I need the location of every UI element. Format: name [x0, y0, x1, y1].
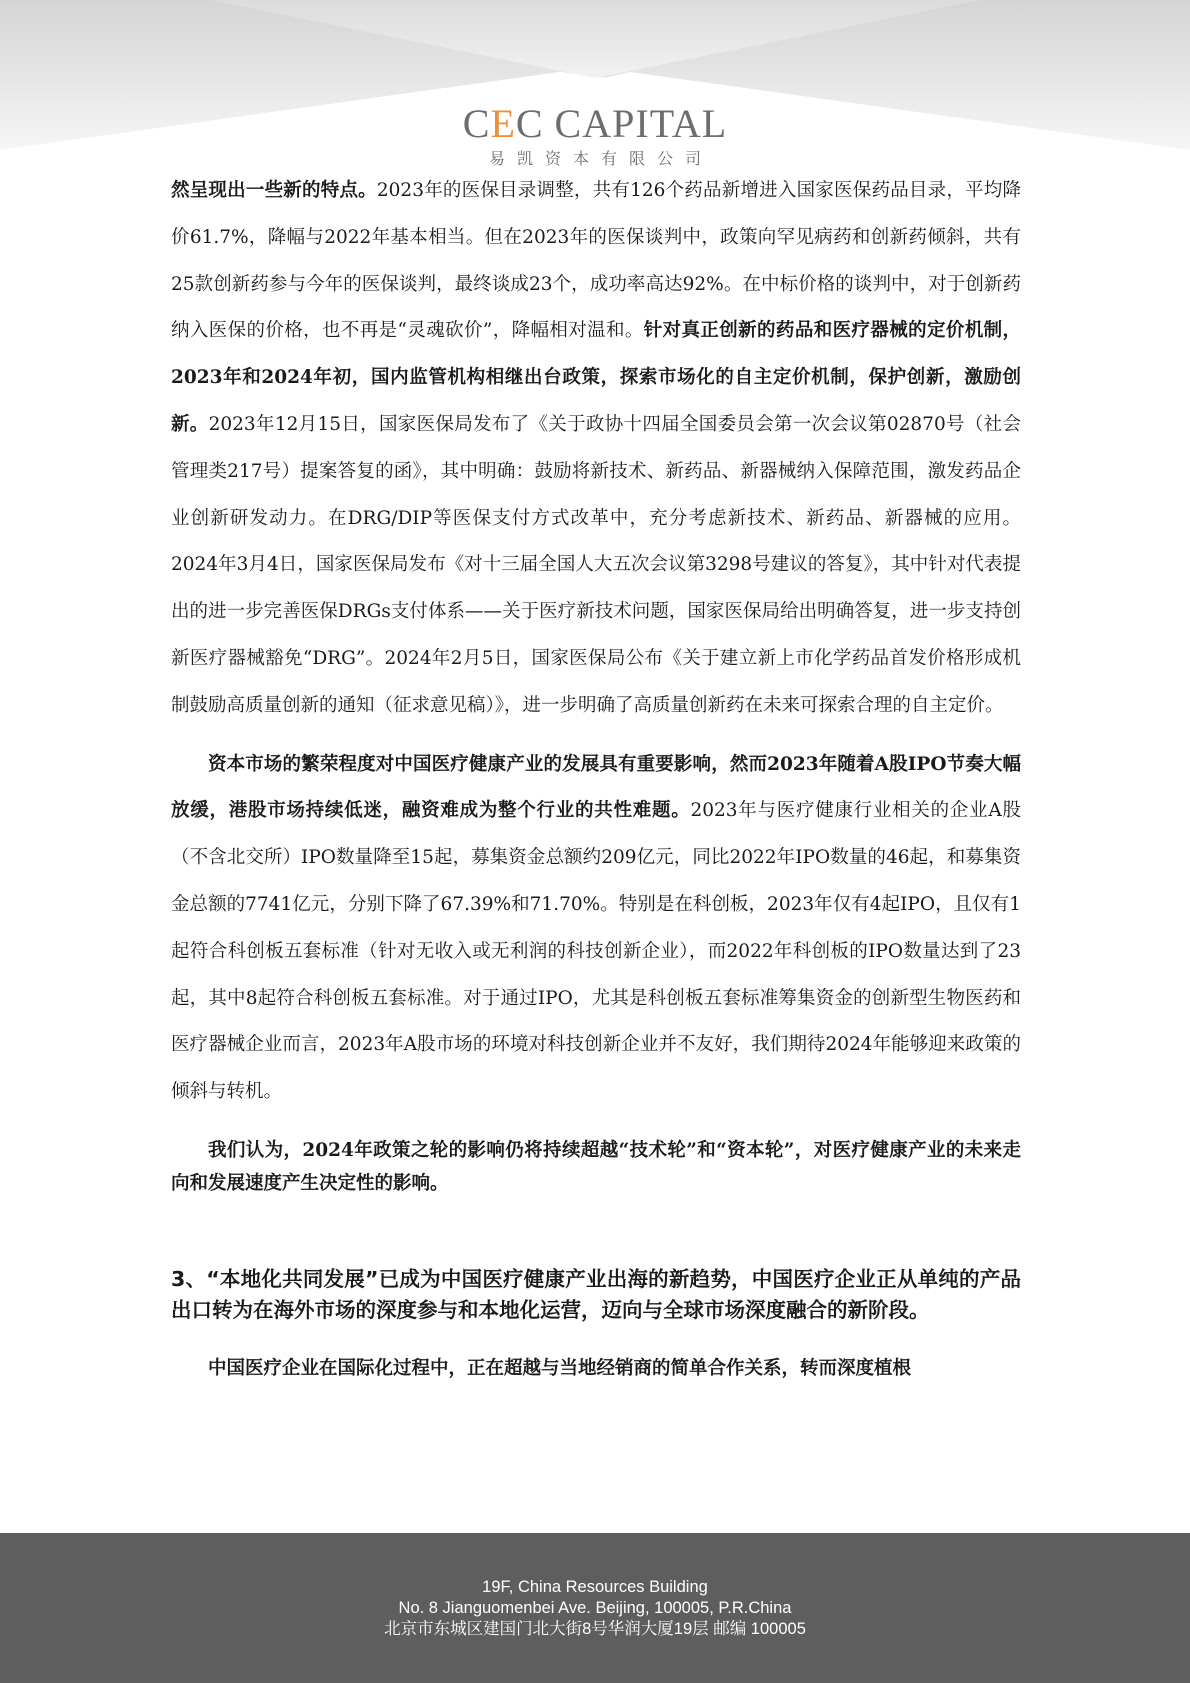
page-footer: [0, 1533, 1190, 1683]
company-logo: [0, 101, 1190, 169]
footer-address-line: No. 8 Jianguomenbei Ave. Beijing, 100005, P.R.China: [398, 1599, 792, 1617]
document-body: [171, 168, 1021, 1393]
logo-wordmark: CEC CAPITAL: [462, 101, 728, 146]
conclusion-paragraph: 我们认为，2024年政策之轮的影响仍将持续超越“技术轮”和“资本轮”，对医疗健康产业的未来走向和发展速度产生决定性的影响。: [171, 1139, 1021, 1194]
footer-address-line: 19F, China Resources Building: [482, 1578, 708, 1596]
bold-lead: 资本市场的繁荣程度对中国医疗健康产业的发展具有重要影响，然而2023年随着A股IPO节奏大幅放缓，港股市场持续低迷，融资难成为整个行业的共性难题。: [171, 753, 1021, 822]
logo-chinese-name: 易凯资本有限公司: [488, 149, 713, 168]
section-heading: 3、“本地化共同发展”已成为中国医疗健康产业出海的新趋势，中国医疗企业正从单纯的产品出口转为在海外市场的深度参与和本地化运营，迈向与全球市场深度融合的新阶段。: [171, 1266, 1021, 1322]
paragraph-capital-market: 资本市场的繁荣程度对中国医疗健康产业的发展具有重要影响，然而2023年随着A股IPO节奏大幅放缓，港股市场持续低迷，融资难成为整个行业的共性难题。2023年与医疗健康行业相关的企业A股（不含北交所）IPO数量降至15起，募集资金总额约209亿元，同比2022年IPO数量的46起，和募集资金总额的7741亿元，分别下降了67.39%和71.70%。特别是在科创板，2023年仅有4起IPO，且仅有1起符合科创板五套标准（针对无收入或无利润的科技创新企业），而2022年科创板的IPO数量达到了23起，其中8起符合科创板五套标准。对于通过IPO，尤其是科创板五套标准筹集资金的创新型生物医药和医疗器械企业而言，2023年A股市场的环境对科技创新企业并不友好，我们期待2024年能够迎来政策的倾斜与转机。: [171, 753, 1021, 1103]
footer-address-line-cn: 北京市东城区建国门北大街8号华润大厦19层 邮编 100005: [384, 1620, 806, 1638]
section-paragraph: 中国医疗企业在国际化过程中，正在超越与当地经销商的简单合作关系，转而深度植根: [208, 1357, 912, 1379]
bold-lead: 然呈现出一些新的特点。: [171, 180, 377, 201]
bold-highlight: 针对真正创新的药品和医疗器械的定价机制，2023年和2024年初，国内监管机构相继出台政策，探索市场化的自主定价机制，保护创新，激励创新。: [171, 320, 1021, 435]
paragraph-policy-pricing: 然呈现出一些新的特点。2023年的医保目录调整，共有126个药品新增进入国家医保药品目录，平均降价61.7%，降幅与2022年基本相当。但在2023年的医保谈判中，政策向罕见病药和创新药倾斜，共有25款创新药参与今年的医保谈判，最终谈成23个，成功率高达92%。在中标价格的谈判中，对于创新药纳入医保的价格，也不再是“灵魂砍价”，降幅相对温和。针对真正创新的药品和医疗器械的定价机制，2023年和2024年初，国内监管机构相继出台政策，探索市场化的自主定价机制，保护创新，激励创新。2023年12月15日，国家医保局发布了《关于政协十四届全国委员会第一次会议第02870号（社会管理类217号）提案答复的函》，其中明确：鼓励将新技术、新药品、新器械纳入保障范围，激发药品企业创新研发动力。在DRG/DIP等医保支付方式改革中，充分考虑新技术、新药品、新器械的应用。2024年3月4日，国家医保局发布《对十三届全国人大五次会议第3298号建议的答复》，其中针对代表提出的进一步完善医保DRGs支付体系——关于医疗新技术问题，国家医保局给出明确答复，进一步支持创新医疗器械豁免“DRG”。2024年2月5日，国家医保局公布《关于建立新上市化学药品首发价格形成机制鼓励高质量创新的通知（征求意见稿）》，进一步明确了高质量创新药在未来可探索合理的自主定价。: [171, 180, 1021, 716]
